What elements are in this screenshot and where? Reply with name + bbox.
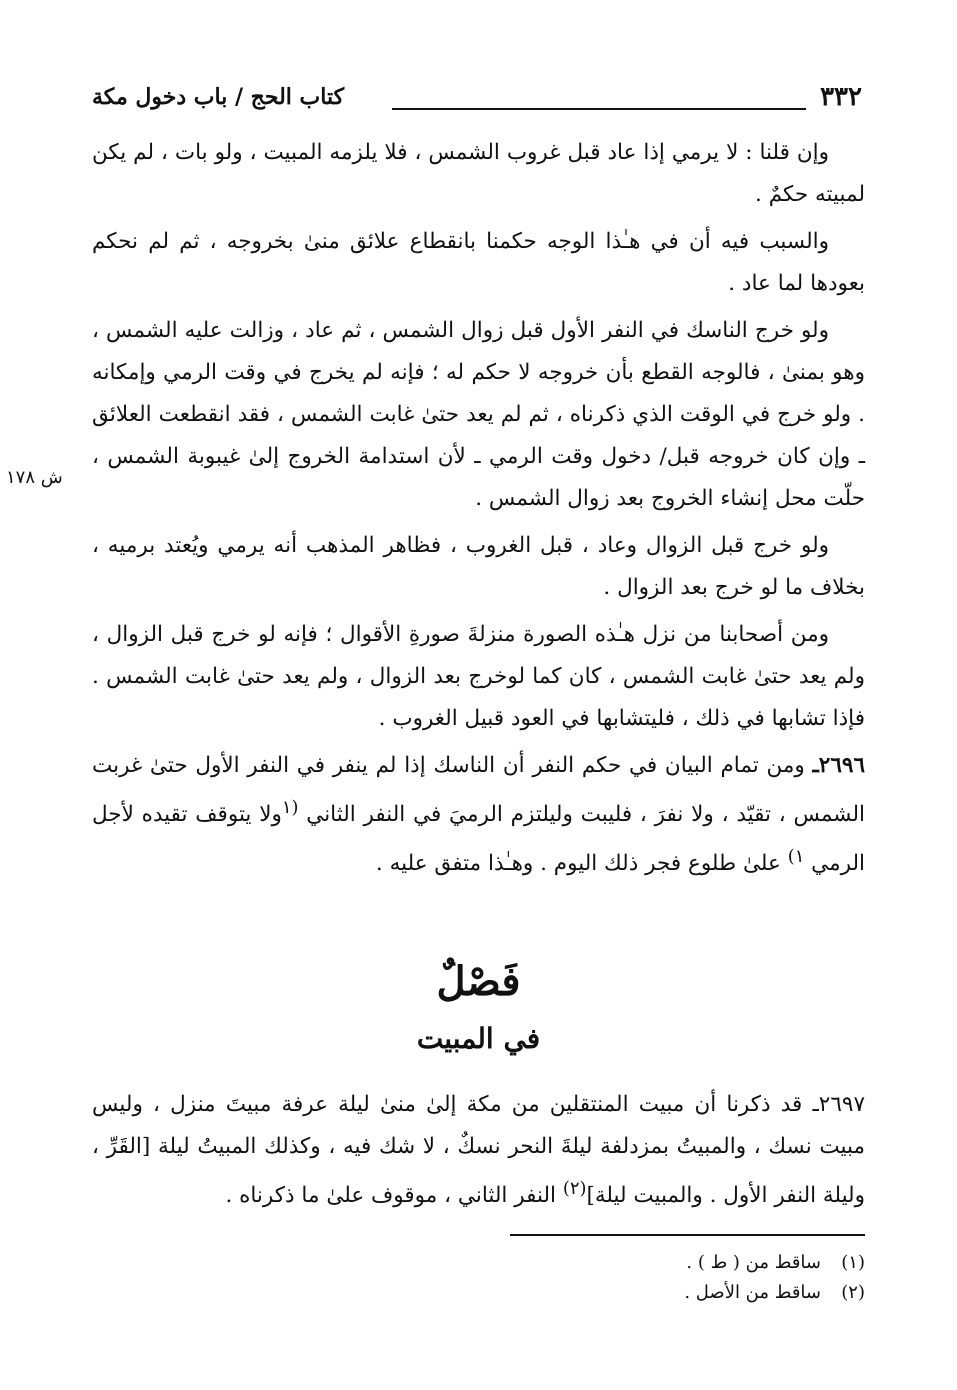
running-title: كتاب الحج / باب دخول مكة bbox=[92, 84, 345, 110]
paragraph: ولو خرج قبل الزوال وعاد ، قبل الغروب ، فظاهر المذهب أنه يرمي ويُعتد برميه ، بخلاف ما لو خرج بعد الزوال . bbox=[92, 533, 865, 600]
footnote-marker: ١) bbox=[787, 846, 805, 868]
paragraph-text: النفر الثاني ، موقوف علىٰ ما ذكرناه . bbox=[225, 1183, 563, 1209]
section-text bbox=[92, 1084, 865, 1217]
section-heading: فَصْلٌ bbox=[436, 958, 521, 1005]
footnote-marker: (٢) bbox=[562, 1178, 587, 1199]
running-header bbox=[92, 82, 862, 118]
paragraph-text: ولا يتوقف تقيده لأجل الرمي bbox=[92, 802, 865, 877]
footnotes bbox=[265, 1248, 865, 1308]
paragraph: ولو خرج الناسك في النفر الأول قبل زوال الشمس ، ثم عاد ، وزالت عليه الشمس ، وهو بمنىٰ ، فالوجه القطع بأن خروجه لا حكم له ؛ فإنه لم يخرج في وقت الرمي وإمكانه . ولو خرج في الوقت الذي ذكرناه ، ثم لم يعد حتىٰ غابت الشمس ، فقد انقطعت العلائق ـ وإن كان خروجه قبل/ دخول وقت الرمي ـ لأن استدامة الخروج إلىٰ غيبوبة الشمس ، حلّت محل إنشاء الخروج بعد زوال الشمس . bbox=[92, 318, 865, 511]
footnote-rule bbox=[510, 1234, 865, 1236]
margin-manuscript-ref: ش ١٧٨ bbox=[6, 467, 63, 488]
paragraph-text: قد ذكرنا أن مبيت المنتقلين من مكة إلىٰ منىٰ ليلة عرفة مبيتَ منزل ، وليس مبيت نسك ، والمبيتُ بمزدلفة ليلةَ النحر نسكٌ ، لا شك فيه ، وكذلك المبيتُ ليلة [القَرِّ ، وليلة النفر الأول . والمبيت ليلة] bbox=[92, 1092, 865, 1209]
footnote-text: ساقط من الأصل . bbox=[684, 1282, 821, 1303]
footnote-marker: (١ bbox=[281, 797, 299, 818]
footnote bbox=[265, 1278, 865, 1308]
numbered-paragraph-2697 bbox=[92, 1084, 865, 1217]
footnote-text: ساقط من ( ط ) . bbox=[686, 1252, 821, 1273]
paragraph-number: ٢٦٩٦ـ bbox=[812, 753, 865, 778]
paragraph: والسبب فيه أن في هـٰذا الوجه حكمنا بانقطاع علائق منىٰ بخروجه ، ثم لم نحكم بعودها لما عاد . bbox=[92, 229, 865, 296]
header-rule bbox=[392, 108, 806, 110]
footnote-number: (١) bbox=[841, 1252, 865, 1273]
paragraph-text: علىٰ طلوع فجر ذلك اليوم . وهـٰذا متفق عليه . bbox=[375, 851, 788, 877]
paragraph: وإن قلنا : لا يرمي إذا عاد قبل غروب الشمس ، فلا يلزمه المبيت ، ولو بات ، لم يكن لمبيته حكمٌ . bbox=[92, 140, 865, 207]
paragraph: ومن أصحابنا من نزل هـٰذه الصورة منزلةَ صورةِ الأقوال ؛ فإنه لو خرج قبل الزوال ، ولم يعد حتىٰ غابت الشمس ، كان كما لوخرج بعد الزوال ، ولم يعد حتىٰ غابت الشمس . فإذا تشابها في ذلك ، فليتشابها في العود قبيل الغروب . bbox=[92, 622, 865, 731]
footnote-number: (٢) bbox=[841, 1282, 865, 1303]
paragraph-number: ٢٦٩٧ـ bbox=[812, 1092, 865, 1117]
footnote bbox=[265, 1248, 865, 1278]
section-subheading: في المبيت bbox=[416, 1022, 541, 1055]
main-text bbox=[92, 132, 865, 890]
paragraph-text: ومن تمام البيان في حكم النفر أن الناسك إذا لم ينفر في النفر الأول حتىٰ غربت الشمس ، تقيّد ، ولا نفرَ ، فليبت وليلتزم الرميَ في النفر الثاني bbox=[92, 753, 866, 828]
numbered-paragraph-2696 bbox=[92, 745, 865, 885]
page-number: ٣٣٢ bbox=[820, 82, 862, 112]
